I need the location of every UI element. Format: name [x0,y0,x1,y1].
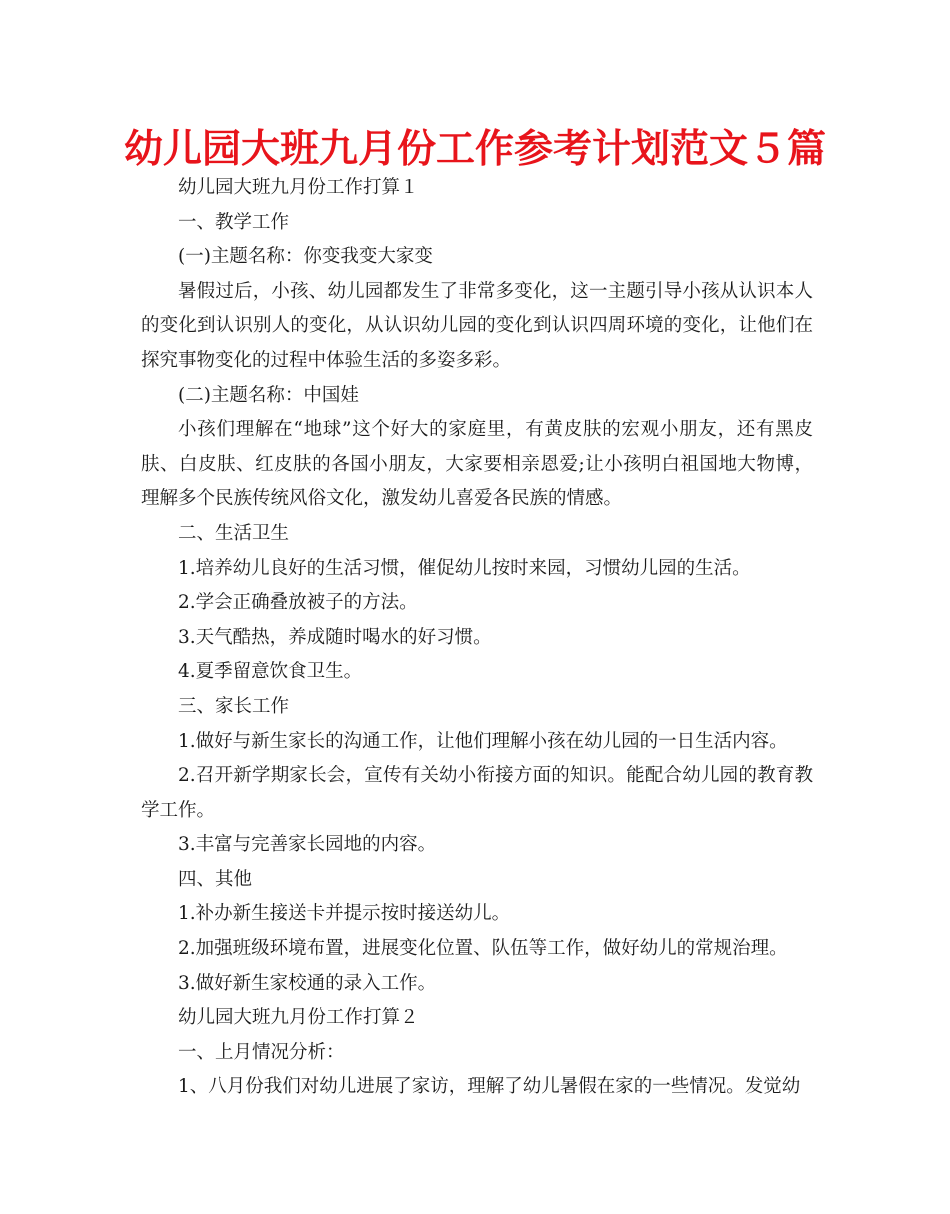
list-item: 4.夏季留意饮食卫生。 [178,661,363,683]
list-item: 2.学会正确叠放被子的方法。 [178,592,418,614]
list-item: 1.培养幼儿良好的生活习惯，催促幼儿按时来园，习惯幼儿园的生活。 [178,557,751,579]
section-heading-last-month: 一、上月情况分析： [178,1041,345,1063]
subsection-theme-2: (二)主题名称：中国娃 [178,384,359,406]
subsection-theme-1: (一)主题名称：你变我变大家变 [178,246,433,268]
document-title: 幼儿园大班九月份工作参考计划范文５篇 [123,127,826,172]
section-heading-other: 四、其他 [178,868,253,890]
section-heading-parents: 三、家长工作 [178,695,290,717]
paragraph: 小孩们理解在“地球”这个好大的家庭里，有黄皮肤的宏观小朋友，还有黑皮肤、白皮肤、红皮肤的各国小朋友，大家要相亲恩爱;让小孩明白祖国地大物博，理解多个民族传统风俗文化，激发幼儿喜爱各民族的情感。 [141,419,813,510]
list-item: 1.补办新生接送卡并提示按时接送幼儿。 [178,903,511,925]
section-heading-hygiene: 二、生活卫生 [178,522,290,544]
paragraph: 暑假过后，小孩、幼儿园都发生了非常多变化，这一主题引导小孩从认识本人的变化到认识别人的变化，从认识幼儿园的变化到认识四周环境的变化，让他们在探究事物变化的过程中体验生活的多姿多彩。 [141,280,813,371]
heading-plan-2: 幼儿园大班九月份工作打算２ [178,1007,419,1029]
paragraph: 1、八月份我们对幼儿进展了家访，理解了幼儿暑假在家的一些情况。发觉幼 [178,1076,801,1098]
heading-plan-1: 幼儿园大班九月份工作打算１ [178,177,419,198]
document-body [141,171,813,1105]
list-item: 3.做好新生家校通的录入工作。 [178,972,437,994]
list-item: 3.天气酷热，养成随时喝水的好习惯。 [178,626,492,648]
list-item: 3.丰富与完善家长园地的内容。 [178,834,437,856]
list-item: 2.加强班级环境布置，进展变化位置、队伍等工作，做好幼儿的常规治理。 [178,938,788,960]
list-item: 1.做好与新生家长的沟通工作，让他们理解小孩在幼儿园的一日生活内容。 [178,730,788,752]
list-item: 2.召开新学期家长会，宣传有关幼小衔接方面的知识。能配合幼儿园的教育教学工作。 [141,765,813,821]
section-heading-teaching: 一、教学工作 [178,211,290,233]
